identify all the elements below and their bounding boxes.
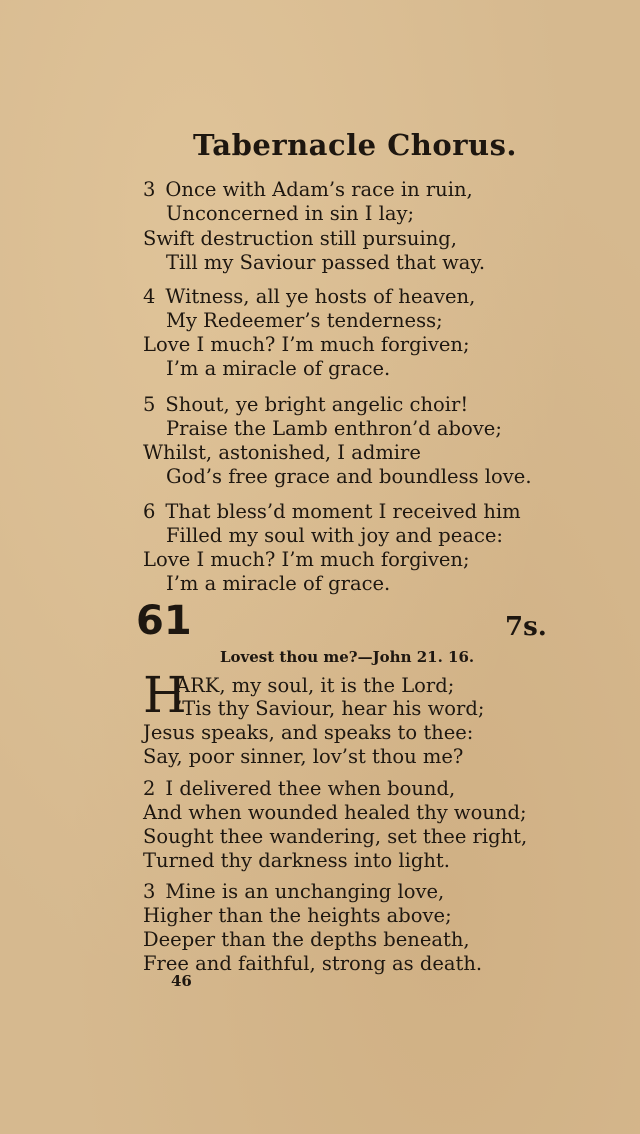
stanza-line: ARK, my soul, it is the Lord; — [176, 674, 455, 697]
hymn-number: 61 — [136, 598, 192, 644]
stanza-line: 5 Shout, ye bright angelic choir! — [143, 393, 469, 416]
stanza-number: 5 — [143, 393, 156, 416]
stanza-line: ’Tis thy Saviour, hear his word; — [176, 697, 485, 720]
stanza-line: 3 Once with Adam’s race in ruin, — [143, 178, 473, 201]
stanza-number: 6 — [143, 500, 156, 523]
stanza-line: Higher than the heights above; — [143, 904, 452, 927]
hymn-meter: 7s. — [505, 612, 547, 642]
stanza-line: Deeper than the depths beneath, — [143, 928, 470, 951]
stanza-line: Unconcerned in sin I lay; — [166, 202, 415, 225]
stanza-line: 4 Witness, all ye hosts of heaven, — [143, 285, 476, 308]
stanza-line: Say, poor sinner, lov’st thou me? — [143, 745, 464, 768]
drop-cap: H — [143, 666, 187, 724]
running-head: Tabernacle Chorus. — [193, 128, 517, 162]
stanza-line: God’s free grace and boundless love. — [166, 465, 532, 488]
scripture-reference: Lovest thou me?—John 21. 16. — [220, 648, 475, 666]
stanza-line: Filled my soul with joy and peace: — [166, 524, 503, 547]
stanza-line: Sought thee wandering, set thee right, — [143, 825, 528, 848]
stanza-line: I’m a miracle of grace. — [166, 357, 391, 380]
stanza-line: 6 That bless’d moment I received him — [143, 500, 521, 523]
stanza-line: I’m a miracle of grace. — [166, 572, 391, 595]
page-number: 46 — [171, 972, 192, 990]
stanza-line: Till my Saviour passed that way. — [166, 251, 486, 274]
stanza-line: Swift destruction still pursuing, — [143, 227, 457, 250]
stanza-line: Whilst, astonished, I admire — [143, 441, 421, 464]
stanza-line: Jesus speaks, and speaks to thee: — [143, 721, 474, 744]
stanza-line: Praise the Lamb enthron’d above; — [166, 417, 502, 440]
stanza-line: Love I much? I’m much forgiven; — [143, 333, 470, 356]
stanza-line: Free and faithful, strong as death. — [143, 952, 483, 975]
stanza-line: And when wounded healed thy wound; — [143, 801, 527, 824]
stanza-number: 3 — [143, 880, 156, 903]
stanza-number: 3 — [143, 178, 156, 201]
stanza-number: 4 — [143, 285, 156, 308]
stanza-line: Turned thy darkness into light. — [143, 849, 450, 872]
stanza-line: 2 I delivered thee when bound, — [143, 777, 456, 800]
stanza-number: 2 — [143, 777, 156, 800]
stanza-line: Love I much? I’m much forgiven; — [143, 548, 470, 571]
stanza-line: 3 Mine is an unchanging love, — [143, 880, 445, 903]
stanza-line: My Redeemer’s tenderness; — [166, 309, 443, 332]
